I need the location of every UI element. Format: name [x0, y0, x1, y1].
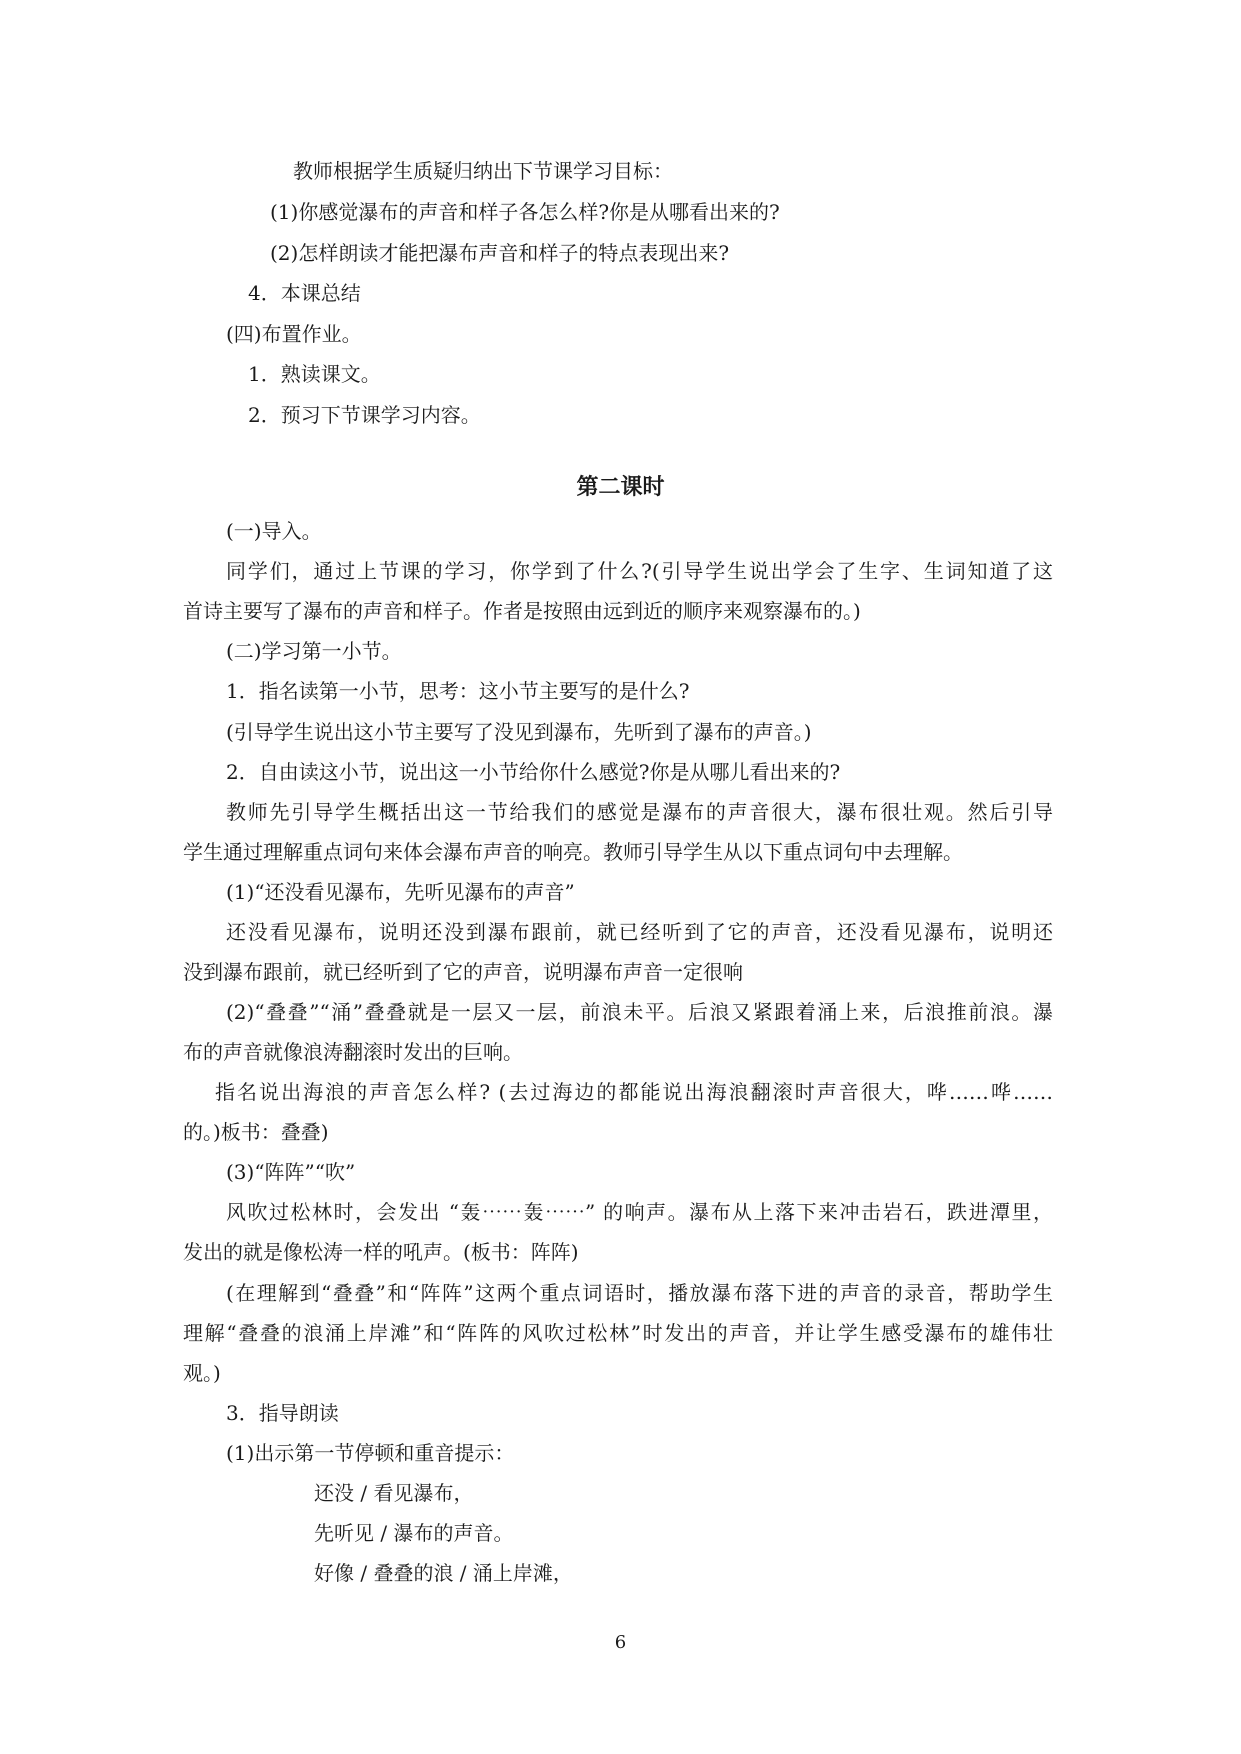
text-line: (2)“叠叠”“涌”叠叠就是一层又一层，前浪未平。后浪又紧跟着涌上来，后浪推前浪。瀑: [226, 1000, 1053, 1024]
text-line: 风吹过松林时，会发出 “轰⋯⋯轰⋯⋯” 的响声。瀑布从上落下来冲击岩石，跌进潭里，: [226, 1200, 1053, 1224]
page-number: 6: [614, 1632, 627, 1653]
text-line: 还没看见瀑布，说明还没到瀑布跟前，就已经听到了它的声音，还没看见瀑布，说明还: [226, 920, 1053, 944]
text-line: (2)怎样朗读才能把瀑布声音和样子的特点表现出来?: [270, 241, 730, 265]
text-line: 教师根据学生质疑归纳出下节课学习目标：: [293, 159, 673, 183]
text-line: 学生通过理解重点词句来体会瀑布声音的响亮。教师引导学生从以下重点词句中去理解。: [183, 840, 963, 864]
text-line: 3．指导朗读: [226, 1401, 339, 1425]
text-line: (二)学习第一小节。: [226, 639, 402, 663]
text-line: 2．自由读这小节，说出这一小节给你什么感觉?你是从哪儿看出来的?: [226, 760, 841, 784]
text-line: 教师先引导学生概括出这一节给我们的感觉是瀑布的声音很大，瀑布很壮观。然后引导: [226, 800, 1053, 824]
text-line: 2．预习下节课学习内容。: [248, 403, 481, 427]
text-line: 没到瀑布跟前，就已经听到了它的声音，说明瀑布声音一定很响: [183, 960, 743, 984]
text-line: (1)“还没看见瀑布，先听见瀑布的声音”: [226, 880, 575, 904]
text-line: (1)出示第一节停顿和重音提示：: [226, 1441, 515, 1465]
text-line: 1．熟读课文。: [248, 362, 381, 386]
poem-line: 好像 / 叠叠的浪 / 涌上岸滩，: [314, 1561, 573, 1585]
text-line: 首诗主要写了瀑布的声音和样子。作者是按照由远到近的顺序来观察瀑布的。): [183, 599, 861, 623]
text-line: 观。): [183, 1361, 221, 1385]
text-line: (3)“阵阵”“吹”: [226, 1160, 356, 1184]
text-line: 发出的就是像松涛一样的吼声。(板书：阵阵): [183, 1240, 579, 1264]
poem-line: 先听见 / 瀑布的声音。: [314, 1521, 514, 1545]
text-line: 1．指名读第一小节，思考：这小节主要写的是什么?: [226, 679, 690, 703]
text-line: (引导学生说出这小节主要写了没见到瀑布，先听到了瀑布的声音。): [226, 720, 812, 744]
poem-line: 还没 / 看见瀑布，: [314, 1481, 474, 1505]
text-line: (四)布置作业。: [226, 322, 362, 346]
text-line: (1)你感觉瀑布的声音和样子各怎么样?你是从哪看出来的?: [270, 200, 780, 224]
text-line: 的。)板书：叠叠): [183, 1120, 329, 1144]
text-line: 同学们，通过上节课的学习，你学到了什么?(引导学生说出学会了生字、生词知道了这: [226, 559, 1053, 583]
text-line: 布的声音就像浪涛翻滚时发出的巨响。: [183, 1040, 523, 1064]
text-line: 理解“叠叠的浪涌上岸滩”和“阵阵的风吹过松林”时发出的声音，并让学生感受瀑布的雄伟壮: [183, 1321, 1053, 1345]
text-line: 指名说出海浪的声音怎么样? (去过海边的都能说出海浪翻滚时声音很大，哗……哗……: [215, 1080, 1053, 1104]
text-line: (在理解到“叠叠”和“阵阵”这两个重点词语时，播放瀑布落下进的声音的录音，帮助学生: [226, 1281, 1053, 1305]
text-line: (一)导入。: [226, 519, 322, 543]
text-line: 4．本课总结: [248, 281, 361, 305]
section-title: 第二课时: [576, 474, 665, 500]
